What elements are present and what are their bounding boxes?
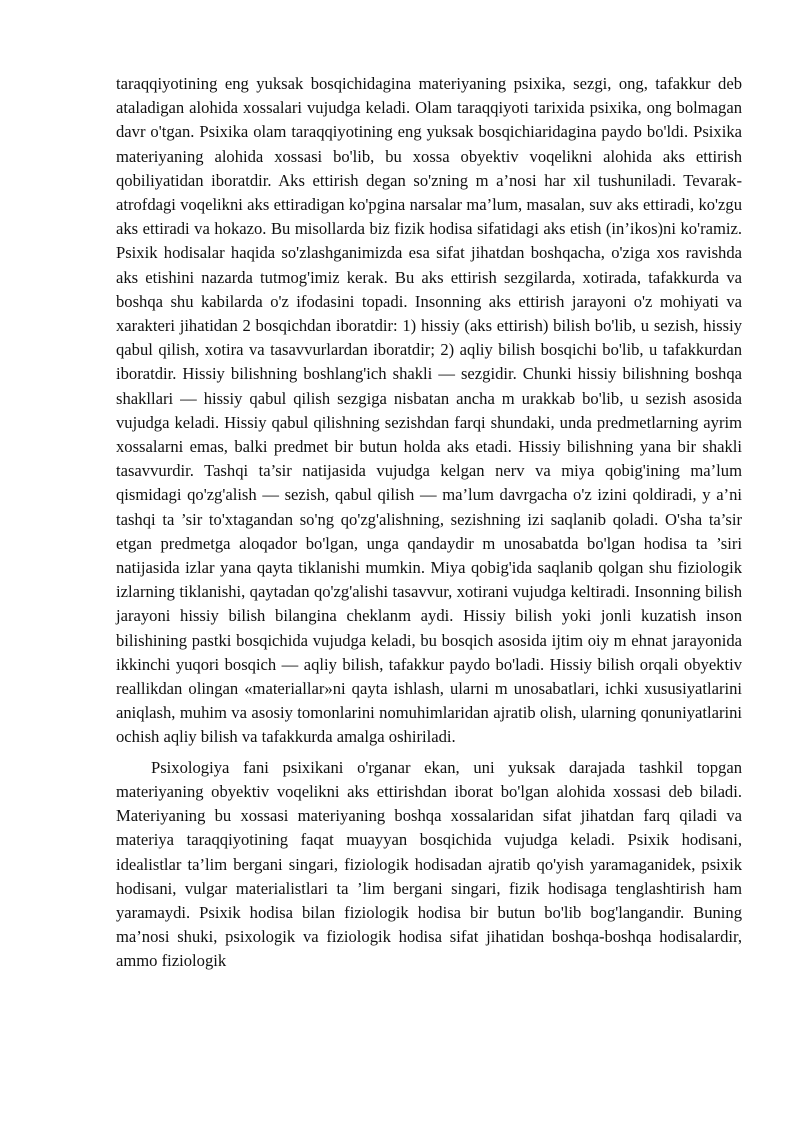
paragraph-2: Psixologiya fani psixikani o'rganar ekan, uni yuksak darajada tashkil topgan materiyaning obyektiv voqelikni aks ettirishdan iborat bo'lgan alohida xossasi deb biladi. Materiyaning bu xossasi materiyaning boshqa xossalaridan sifat jihatdan farq qiladi va materiya taraqqiyotining faqat muayyan bosqichida vujudga keladi. Psixik hodisani, idealistlar ta’lim bergani singari, fiziologik hodisadan ajratib qo'yish yaramaganidek, psixik hodisani, vulgar materialistlari ta ’lim bergani singari, fizik hodisaga tenglashtirish ham yaramaydi. Psixik hodisa bilan fiziologik hodisa bir butun bo'lib bog'langandir. Buning ma’nosi shuki, psixologik va fiziologik hodisa sifat jihatidan boshqa-boshqa hodisalardir, ammo fiziologik [116,757,742,971]
paragraph-1: taraqqiyotining eng yuksak bosqichidagina materiyaning psixika, sezgi, ong, tafakkur deb ataladigan alohida xossalari vujudga keladi. Olam taraqqiyoti tarixida psixika, ong bolmagan davr o'tgan. Psixika olam taraqqiyotining eng yuksak bosqichiaridagina paydo bo'ldi. Psixika materiyaning alohida xossasi bo'lib, bu xossa obyektiv voqelikni alohida aks ettirish qobiliyatidan iboratdir. Aks ettirish degan so'zning m a’nosi har xil tushuniladi. Tevarak-atrofdagi voqelikni aks ettiradigan ko'pgina narsalar ma’lum, masalan, suv aks ettiradi, ko'zgu aks ettiradi va hokazo. Bu misollarda biz fizik hodisa sifatidagi aks etish (in’ikos)ni ko'ramiz. Psixik hodisalar haqida so'zlashganimizda esa sifat jihatdan boshqacha, o'ziga xos ravishda aks etishini nazarda tutmog'imiz kerak. Bu aks ettirish sezgilarda, xotirada, tafakkurda va boshqa shu kabilarda o'z ifodasini topadi. Insonning aks ettirish jarayoni o'z mohiyati va xarakteri jihatidan 2 bosqichdan iboratdir: 1) hissiy (aks ettirish) bilish bo'lib, u sezish, hissiy qabul qilish, xotira va tasavvurlardan iboratdir; 2) aqliy bilish bosqichi bo'lib, u tafakkurdan iboratdir. Hissiy bilishning boshlang'ich shakli — sezgidir. Chunki hissiy bilishning boshqa shakllari — hissiy qabul qilish sezgiga nisbatan ancha m urakkab bo'lib, u sezish asosida vujudga keladi. Hissiy qabul qilishning sezishdan farqi shundaki, unda predmetlarning ayrim xossalarni emas, balki predmet bir butun holda aks etadi. Hissiy bilishning yana bir shakli tasavvurdir. Tashqi ta’sir natijasida vujudga kelgan nerv va miya qobig'ining ma’lum qismidagi qo'zg'alish — sezish, qabul qilish — ma’lum davrgacha o'z izini qoldiradi, y a’ni tashqi ta ’sir to'xtagandan so'ng qo'zg'alishning, sezishning izi saqlanib qoladi. O'sha ta’sir etgan predmetga aloqador bo'lgan, unga qandaydir m unosabatda bo'lgan hodisa ta ’siri natijasida izlar yana qayta tiklanishi mumkin. Miya qobig'ida saqlanib qolgan shu fiziologik izlarning tiklanishi, qaytadan qo'zg'alishi tasavvur, xotirani vujudga keltiradi. Insonning bilish jarayoni hissiy bilish bilangina cheklanm aydi. Hissiy bilish yoki jonli kuzatish inson bilishining pastki bosqichida vujudga keladi, bu bosqich asosida ijtim oiy m ehnat jarayonida ikkinchi yuqori bosqich — aqliy bilish, tafakkur paydo bo'ladi. Hissiy bilish orqali obyektiv reallikdan olingan «materiallar»ni qayta ishlash, ularni m unosabatlari, ichki xususiyatlarini aniqlash, muhim va asosiy tomonlarini nomuhimlaridan ajratib olish, ularning qonuniyatlarini ochish aqliy bilish va tafakkurda amalga oshiriladi. [116,74,742,747]
document-page [116,72,742,974]
